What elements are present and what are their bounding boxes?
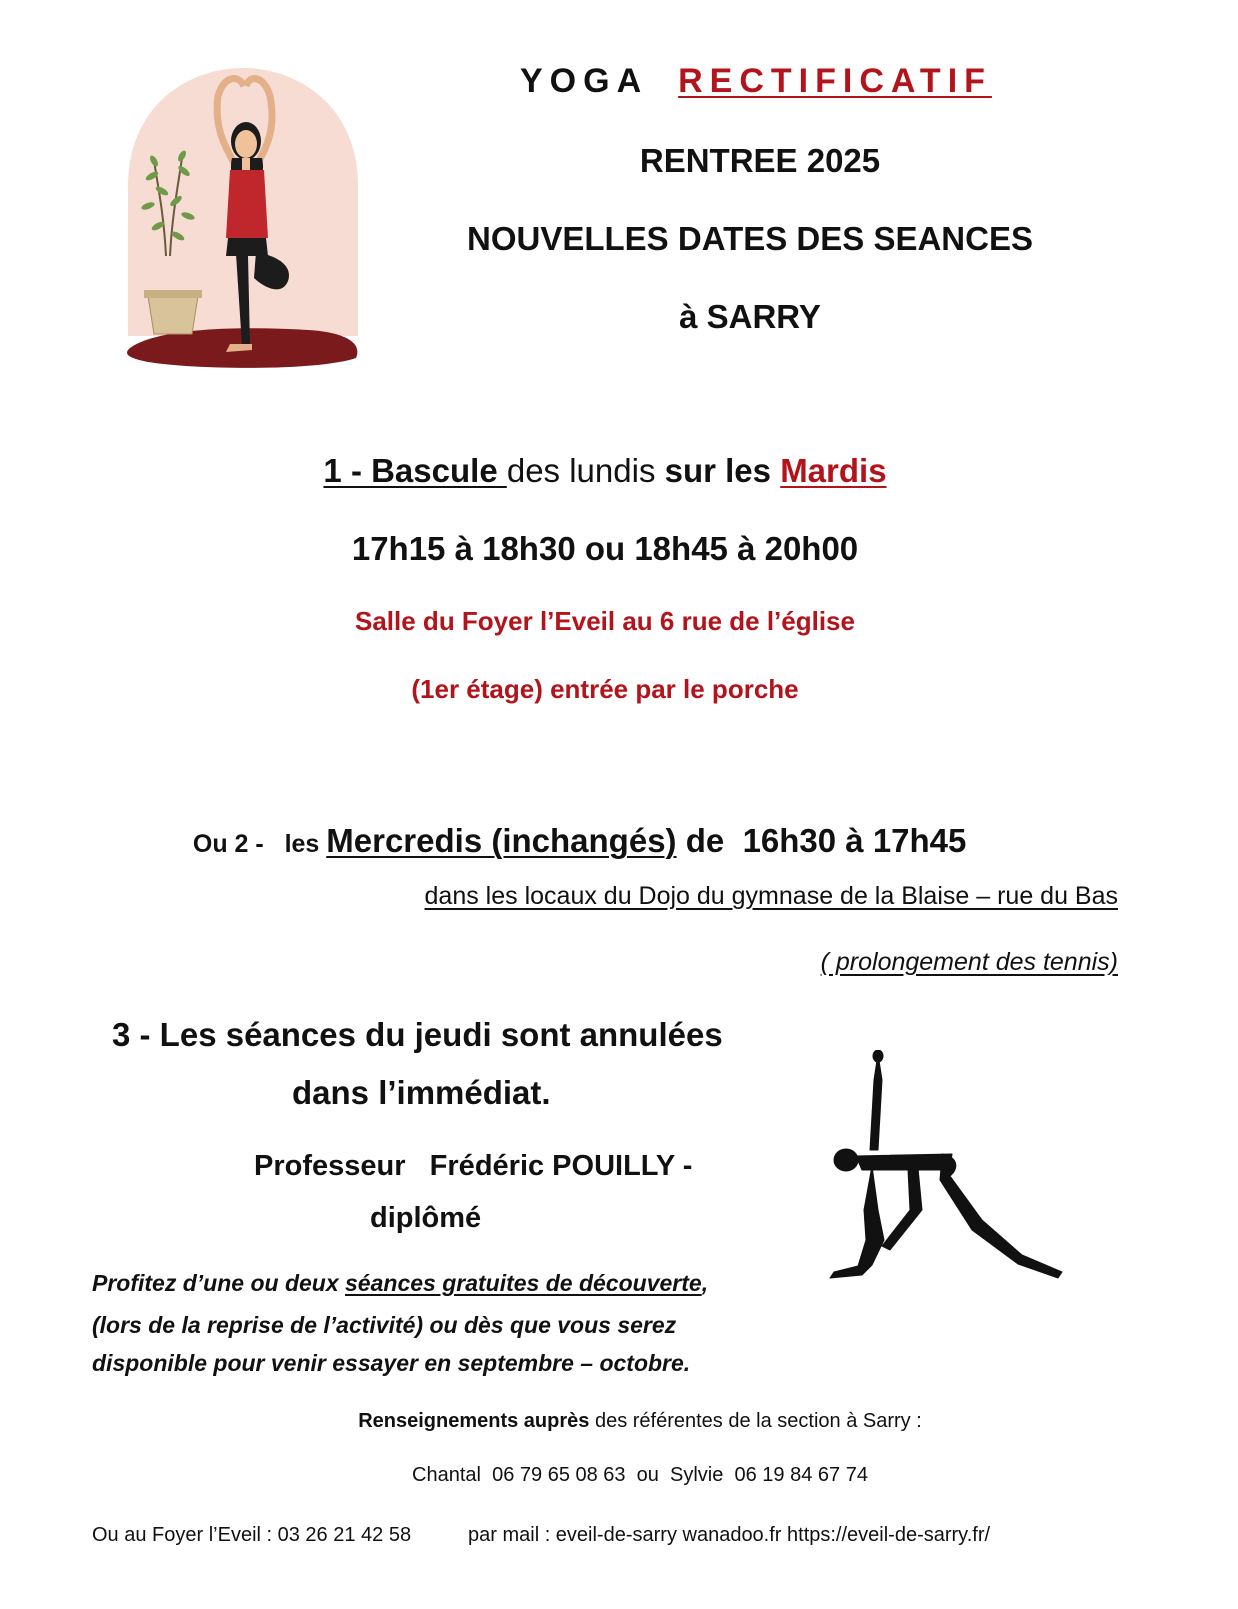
offer-line1 [92, 1270, 792, 1297]
title-rectificatif: RECTIFICATIF [678, 62, 992, 100]
section2-prefix: Ou 2 - les [192, 830, 327, 858]
triangle-pose-illustration [822, 1050, 1072, 1285]
section3-line2: dans l’immédiat. [292, 1074, 551, 1111]
section1-heading [200, 452, 1010, 490]
section1-day: Mardis [780, 452, 887, 489]
section2-location: dans les locaux du Dojo du gymnase de la Blaise – rue du Bas [424, 882, 1118, 910]
contact-info [290, 1410, 990, 1433]
offer-free-sessions: séances gratuites de découverte [345, 1270, 702, 1296]
section2-heading [184, 804, 1084, 860]
section1-middle: des lundis [506, 452, 665, 489]
contact-rest: des référentes de la section à Sarry : [589, 1410, 922, 1432]
rentree-heading: RENTREE 2025 [639, 142, 881, 179]
teacher-line1: Professeur Frédéric POUILLY - [254, 1150, 693, 1182]
contact-phones: Chantal 06 79 65 08 63 ou Sylvie 06 19 84 67 74 [412, 1464, 868, 1486]
title-yoga: YOGA [520, 62, 649, 100]
section1-prefix: 1 - Bascule [323, 452, 507, 489]
contact-bold: Renseignements auprès [358, 1410, 590, 1432]
offer-text-start: Profitez d’une ou deux [92, 1270, 346, 1296]
section1-sur-les: sur les [664, 452, 781, 489]
offer-line2: (lors de la reprise de l’activité) ou dès que vous serez [92, 1312, 677, 1338]
section1-address-line1: Salle du Foyer l’Eveil au 6 rue de l’église [355, 606, 855, 636]
offer-line3: disponible pour venir essayer en septembre – octobre. [92, 1350, 691, 1376]
section2-note: ( prolongement des tennis) [820, 948, 1118, 976]
location-heading: à SARRY [679, 298, 821, 335]
teacher-line2: diplômé [370, 1202, 482, 1234]
section2-day: Mercredis (inchangés) [326, 822, 677, 859]
section2-times: de 16h30 à 17h45 [676, 822, 967, 859]
section3-line1: 3 - Les séances du jeudi sont annulées [112, 1016, 723, 1053]
offer-comma: , [701, 1270, 709, 1296]
title-line [520, 62, 1040, 114]
yoga-woman-illustration [118, 66, 368, 376]
contact-foyer: Ou au Foyer l’Eveil : 03 26 21 42 58 [92, 1524, 412, 1546]
section1-address-line2: (1er étage) entrée par le porche [411, 674, 799, 704]
nouvelles-dates-heading: NOUVELLES DATES DES SEANCES [467, 220, 1033, 257]
contact-mail: par mail : eveil-de-sarry wanadoo.fr https://eveil-de-sarry.fr/ [468, 1524, 991, 1546]
section1-times: 17h15 à 18h30 ou 18h45 à 20h00 [351, 530, 859, 567]
